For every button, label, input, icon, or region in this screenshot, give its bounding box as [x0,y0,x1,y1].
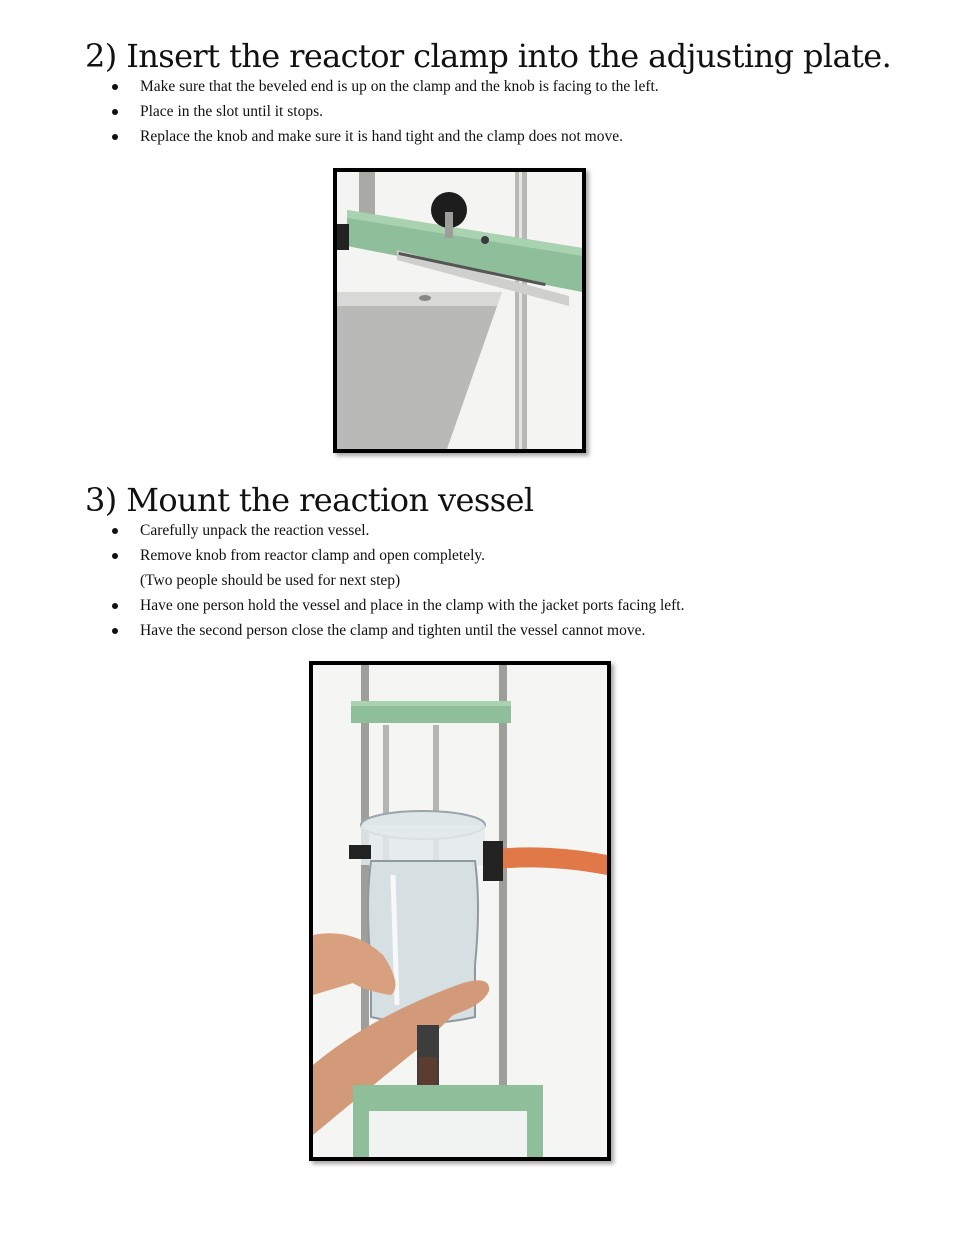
bullet-icon [112,84,118,90]
list-item [112,593,684,618]
bullet-text: Carefully unpack the reaction vessel. [140,522,370,539]
section-3-heading: 3) Mount the reaction vessel [85,481,534,519]
bullet-icon [112,109,118,115]
list-item [112,124,659,149]
bullet-text: Have the second person close the clamp and tighten until the vessel cannot move. [140,622,646,639]
list-note [112,568,684,593]
note-text: (Two people should be used for next step) [140,572,401,589]
bullet-text: Make sure that the beveled end is up on the clamp and the knob is facing to the left. [140,78,659,95]
bullet-icon [112,603,118,609]
section-3-bullet-list [112,518,684,643]
bullet-icon [112,628,118,634]
bullet-text: Replace the knob and make sure it is hand tight and the clamp does not move. [140,128,623,145]
list-item [112,99,659,124]
bullet-text: Have one person hold the vessel and place in the clamp with the jacket ports facing left. [140,597,685,614]
bullet-icon [112,134,118,140]
clamp-photo [333,168,586,453]
bullet-text: Remove knob from reactor clamp and open completely. [140,547,486,564]
section-2-bullet-list [112,74,659,149]
list-item [112,74,659,99]
vessel-photo [309,661,611,1161]
list-item [112,543,684,568]
bullet-icon [112,528,118,534]
section-2-heading: 2) Insert the reactor clamp into the adjusting plate. [85,37,892,75]
list-item [112,618,684,643]
bullet-text: Place in the slot until it stops. [140,103,323,120]
bullet-icon [112,553,118,559]
list-item [112,518,684,543]
